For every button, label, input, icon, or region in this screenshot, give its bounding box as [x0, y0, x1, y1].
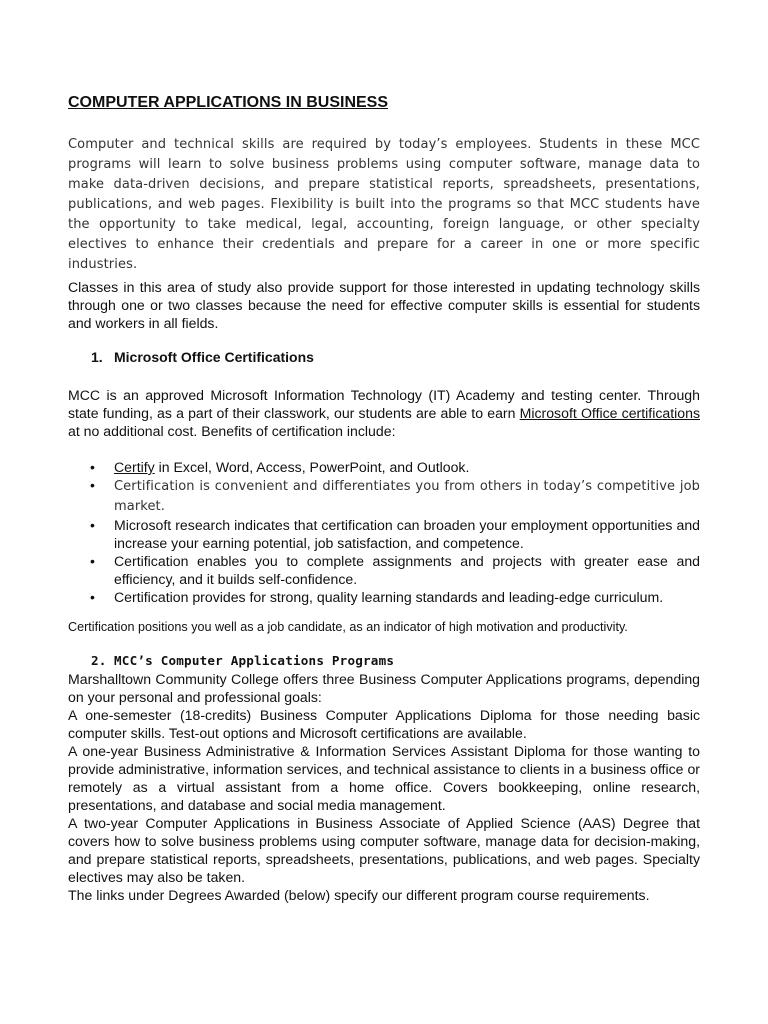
- list-item: [68, 458, 700, 476]
- bullet-icon: •: [90, 517, 95, 533]
- section2-line: The links under Degrees Awarded (below) specify our different program course requirements.: [68, 887, 650, 903]
- section1-para-after: at no additional cost. Benefits of certification include:: [68, 423, 396, 439]
- bullet3-text: Microsoft research indicates that certification can broaden your employment opportunities and increase your earning potential, job satisfaction, and competence.: [114, 517, 700, 551]
- section2-line: A one-semester (18-credits) Business Computer Applications Diploma for those needing basic computer skills. Test-out options and Microsoft certifications are available.: [68, 707, 700, 741]
- section2-line: Marshalltown Community College offers three Business Computer Applications programs, depending on your personal and professional goals:: [68, 671, 700, 705]
- section1-heading-text: Microsoft Office Certifications: [114, 349, 314, 365]
- section2-line: A two-year Computer Applications in Business Associate of Applied Science (AAS) Degree that covers how to solve business problems using computer software, manage data for decision-making, and prepare statistical reports, spreadsheets, presentations, publications, and web pages. Specialty electives may also be taken.: [68, 815, 700, 885]
- bullet4-text: Certification enables you to complete assignments and projects with greater ease and efficiency, and it builds self-confidence.: [114, 553, 700, 587]
- section2-heading-text: MCC’s Computer Applications Programs: [114, 653, 395, 668]
- bullet-icon: •: [90, 589, 95, 605]
- section1-heading: [91, 349, 314, 365]
- bullet-icon: •: [90, 477, 95, 493]
- list-item: [68, 516, 700, 552]
- bullet5-text: Certification provides for strong, quality learning standards and leading-edge curriculum.: [114, 589, 664, 605]
- benefits-list: [68, 458, 700, 606]
- classes-paragraph: Classes in this area of study also provide support for those interested in updating technology skills through one or two classes because the need for effective computer skills is essential for students and workers in all fields.: [68, 279, 700, 331]
- section1-paragraph: [68, 386, 700, 440]
- bullet1-text: in Excel, Word, Access, PowerPoint, and Outlook.: [154, 459, 470, 475]
- section2-number: 2.: [91, 653, 107, 668]
- list-item: [68, 552, 700, 588]
- section2-body: [68, 670, 700, 904]
- bullet-icon: •: [90, 553, 95, 569]
- list-item: [68, 476, 700, 516]
- certification-positions-note: Certification positions you well as a job candidate, as an indicator of high motivation and productivity.: [68, 620, 628, 634]
- section2-heading: [91, 653, 394, 668]
- intro-first-sentence: Computer and technical skills are required by today’s employees.: [68, 137, 532, 152]
- section2-line: A one-year Business Administrative & Information Services Assistant Diploma for those wanting to provide administrative, information services, and technical assistance to clients in a business office or remotely as a virtual assistant from a home office. Covers bookkeeping, online research, presentations, and database and social media management.: [68, 743, 700, 813]
- certify-link[interactable]: Certify: [114, 459, 155, 475]
- microsoft-office-certifications-link[interactable]: Microsoft Office certifications: [519, 405, 700, 421]
- bullet2-text: Certification is convenient and differentiates you from others in today’s competitive job market.: [114, 479, 700, 514]
- intro-paragraph: [68, 134, 700, 274]
- intro-rest: Students in these MCC programs will learn to solve business problems using computer software, manage data to make data-driven decisions, and prepare statistical reports, spreadsheets, presentations, publications, and web pages. Flexibility is built into the programs so that MCC students have the opportunity to take medical, legal, accounting, foreign language, or other specialty electives to enhance their credentials and prepare for a career in one or more specific industries.: [68, 137, 700, 272]
- list-item: [68, 588, 700, 606]
- section1-para-before: MCC is an approved Microsoft Information Technology (IT) Academy and testing center. Through state funding, as a part of their classwork, our students are able to earn: [68, 387, 700, 421]
- section1-number: 1.: [91, 349, 103, 365]
- document-title: COMPUTER APPLICATIONS IN BUSINESS: [68, 94, 389, 111]
- bullet-icon: •: [90, 459, 95, 475]
